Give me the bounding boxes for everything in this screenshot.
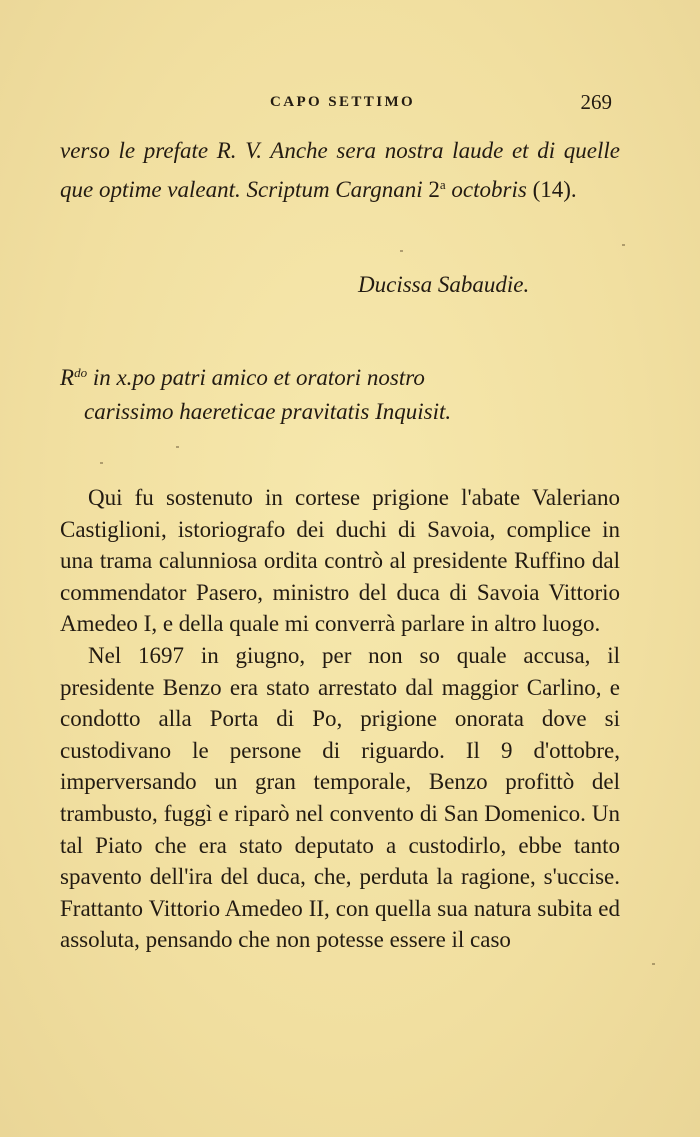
signature: Ducissa Sabaudie. — [358, 272, 530, 297]
quote-text: verso le prefate R. V. Anche sera nostra laude et di quelle que optime valeant. Scriptum Cargnani — [60, 138, 620, 202]
paper-speck — [176, 446, 179, 448]
paper-speck — [622, 244, 625, 246]
paragraph: Qui fu sostenuto in cortese prigione l'abate Valeriano Castiglioni, istoriografo dei duchi di Savoia, complice in una trama calunniosa ordita contrò al presidente Ruffino dal commendator Pasero, ministro del duca di Savoia Vittorio Amedeo I, e della quale mi converrà parlare in altro luogo. — [60, 485, 620, 637]
address-line-1 — [60, 356, 620, 395]
paper-speck — [400, 250, 403, 252]
address-abbr: R — [60, 365, 75, 390]
paragraph: Nel 1697 in giugno, per non so quale accusa, il presidente Benzo era stato arrestato dal maggior Carlino, e condotto alla Porta di Po, prigione onorata dove si custodivano le persone di riguardo. Il 9 d'ottobre, imperversando un gran temporale, Benzo profittò del trambusto, fuggì e riparò nel convento di San Domenico. Un tal Piato che era stato deputato a custodirlo, ebbe tanto spavento dell'ira del duca, che, perduta la ragione, s'uccise. Frattanto Vittorio Amedeo II, con quella sua natura subita ed assoluta, pensando che non potesse essere il caso — [60, 642, 620, 953]
paper-speck — [652, 963, 655, 965]
quoted-letter — [60, 134, 620, 207]
page-number: 269 — [580, 90, 612, 114]
address-line-2: carissimo haereticae pravitatis Inquisit. — [84, 399, 452, 424]
date-number: 2 — [428, 177, 440, 202]
chapter-title: CAPO SETTIMO — [270, 94, 416, 110]
date-superscript: a — [439, 177, 446, 192]
body-text — [60, 482, 620, 956]
address-line-1-text: in x.po patri amico et oratori nostro — [87, 365, 425, 390]
paper-speck — [100, 462, 103, 464]
address-block — [60, 356, 620, 429]
note-reference: (14). — [532, 177, 577, 202]
quote-date — [428, 177, 576, 202]
date-word: octobris — [451, 177, 527, 202]
running-head — [60, 90, 620, 118]
address-abbr-sup: do — [74, 365, 88, 380]
